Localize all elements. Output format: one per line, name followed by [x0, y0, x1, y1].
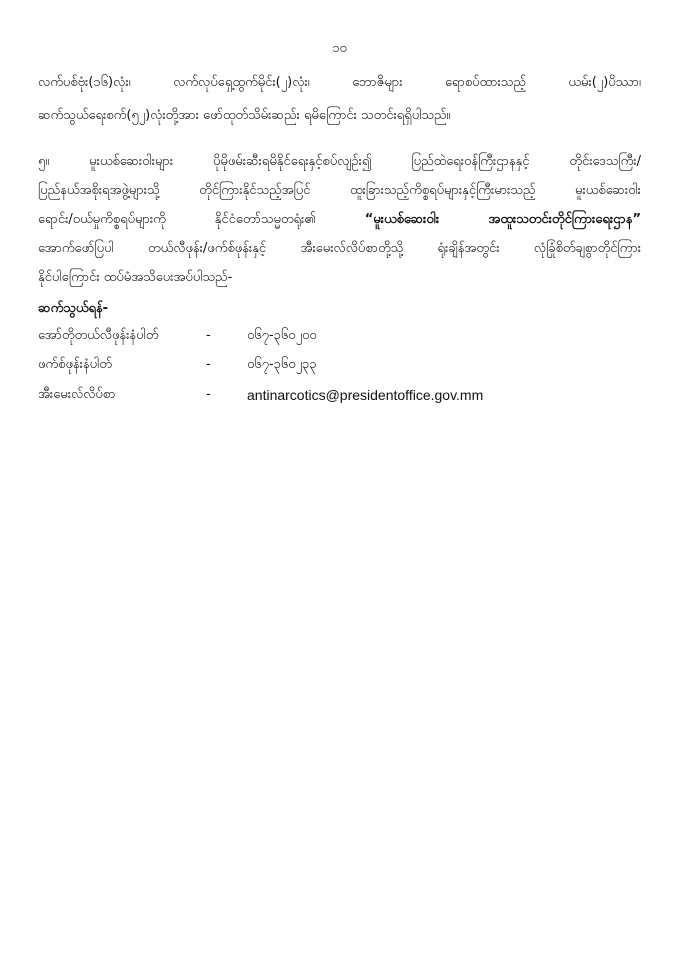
- paragraph-seized-items: [38, 66, 641, 132]
- email-address: antinarcotics@presidentoffice.gov.mm: [247, 387, 484, 403]
- phone-number: ၀၆၇-၃၆၀၂၀၀: [247, 328, 317, 343]
- contact-label: အီးမေးလ်လိပ်စာ: [38, 387, 116, 402]
- contact-row-fax: [38, 356, 638, 374]
- page-number: ၁၀: [332, 41, 347, 56]
- paragraph-reporting-notice: [38, 147, 641, 292]
- paragraph-line: လက်ပစ်ဗုံး(၁၆)လုံး၊ လက်လုပ်ရှေ့ထွက်မိုင်း(၂)လုံး၊ ဘောဇိများ ရောစပ်ထားသည့် ယမ်း(၂)ပိဿာ၊: [38, 75, 641, 90]
- contact-label: ဖက်စ်ဖုန်းနံပါတ်: [38, 357, 112, 372]
- paragraph-line-text: ရောင်း/ဝယ်မှုကိစ္စရပ်များကို နိုင်ငံတော်သမ္မတရုံး၏: [38, 212, 365, 227]
- contact-label: အော်တိုတယ်လီဖုန်းနံပါတ်: [38, 328, 159, 343]
- paragraph-line: ၅။ မူးယစ်ဆေးဝါးများ ပိုမိုဖမ်းဆီးရမိနိုင်ရေးနှင့်စပ်လျဉ်း၍ ပြည်ထဲရေးဝန်ကြီးဌာနနှင့် တိုင်းဒေသကြီး/: [38, 154, 641, 169]
- contact-separator: -: [206, 357, 211, 372]
- paragraph-line: နိုင်ပါကြောင်း ထပ်မံအသိပေးအပ်ပါသည်-: [38, 270, 233, 285]
- fax-number: ၀၆၇-၃၆၀၂၃၃: [247, 357, 317, 372]
- contact-row-email: [38, 386, 638, 404]
- department-name-bold: “မူးယစ်ဆေးဝါး အထူးသတင်းတိုင်ကြားရေးဌာန”: [364, 212, 641, 227]
- contact-separator: -: [206, 387, 211, 402]
- contact-row-phone: [38, 327, 638, 345]
- paragraph-line: [38, 205, 641, 234]
- contact-heading: ဆက်သွယ်ရန်-: [38, 301, 109, 316]
- paragraph-line: ဆက်သွယ်ရေးစက်(၅၂)လုံးတို့အား ဖော်ထုတ်သိမ်းဆည်း ရမိကြောင်း သတင်းရရှိပါသည်။: [38, 108, 451, 123]
- paragraph-line: အောက်ဖော်ပြပါ တယ်လီဖုန်း/ဖက်စ်ဖုန်းနှင့် အီးမေးလ်လိပ်စာတို့သို့ ရုံးချိန်အတွင်း လုံခြုံစိတ်ချစွာတိုင်ကြား: [38, 241, 641, 256]
- paragraph-line: ပြည်နယ်အစိုးရအဖွဲ့များသို့ တိုင်ကြားနိုင်သည့်အပြင် ထူးခြားသည့်ကိစ္စရပ်များနှင့်ကြီးမားသည့် မူးယစ်ဆေးဝါး: [38, 183, 641, 198]
- contact-separator: -: [206, 328, 211, 343]
